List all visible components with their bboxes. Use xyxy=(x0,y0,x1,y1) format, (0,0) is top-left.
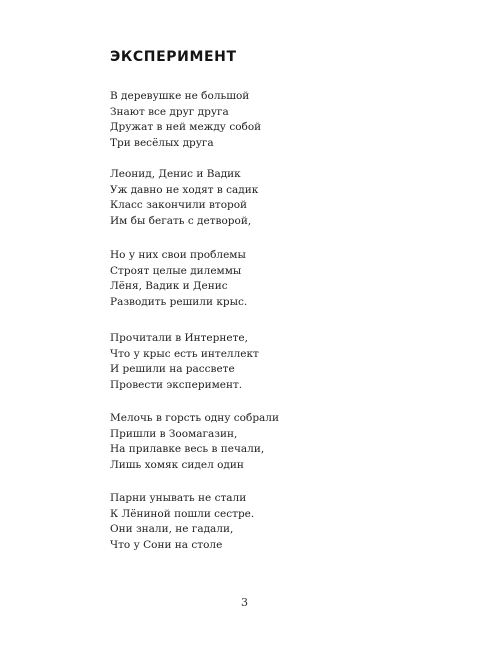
stanza xyxy=(110,167,258,229)
stanza xyxy=(110,411,279,473)
poem-title: ЭКСПЕРИМЕНТ xyxy=(110,49,237,65)
poem-line: Что у крыс есть интеллект xyxy=(110,347,259,360)
page-number: 3 xyxy=(241,596,248,609)
poem-line: В деревушке не большой xyxy=(110,90,250,102)
poem-line: Леонид, Денис и Вадик xyxy=(110,168,241,180)
poem-line: Лишь хомяк сидел один xyxy=(110,458,244,471)
poem-line: Парни унывать не стали xyxy=(110,492,247,504)
poem-line: Три весёлых друга xyxy=(110,136,214,149)
poem-line: Но у них свои проблемы xyxy=(110,249,246,261)
poem-line: Дружат в ней между собой xyxy=(110,121,262,133)
poem-line: На прилавке весь в печали, xyxy=(110,443,265,455)
poem-line: Знают все друг друга xyxy=(110,105,229,118)
poem-line: Мелочь в горсть одну собрали xyxy=(110,412,279,424)
poem-line: Разводить решили крыс. xyxy=(110,295,248,308)
poem-line: Что у Сони на столе xyxy=(110,538,223,551)
poem-line: Класс закончили второй xyxy=(110,199,248,211)
poem-line: И решили на рассвете xyxy=(110,363,235,375)
poem-line: Они знали, не гадали, xyxy=(110,523,234,535)
poem-line: Строят целые дилеммы xyxy=(110,264,242,277)
poem-line: Уж давно не ходят в садик xyxy=(110,183,259,196)
stanza xyxy=(110,491,254,553)
poem-line: Лёня, Вадик и Денис xyxy=(110,280,228,292)
stanza xyxy=(110,248,247,310)
stanza xyxy=(110,89,261,151)
poem-line: Прочитали в Интернете, xyxy=(110,332,248,344)
poem-line: Им бы бегать с детворой, xyxy=(110,214,252,227)
stanza xyxy=(110,331,259,393)
poem-line: Пришли в Зоомагазин, xyxy=(110,427,238,440)
poem-line: К Лёниной пошли сестре. xyxy=(110,507,255,520)
poem-line: Провести эксперимент. xyxy=(110,378,243,391)
